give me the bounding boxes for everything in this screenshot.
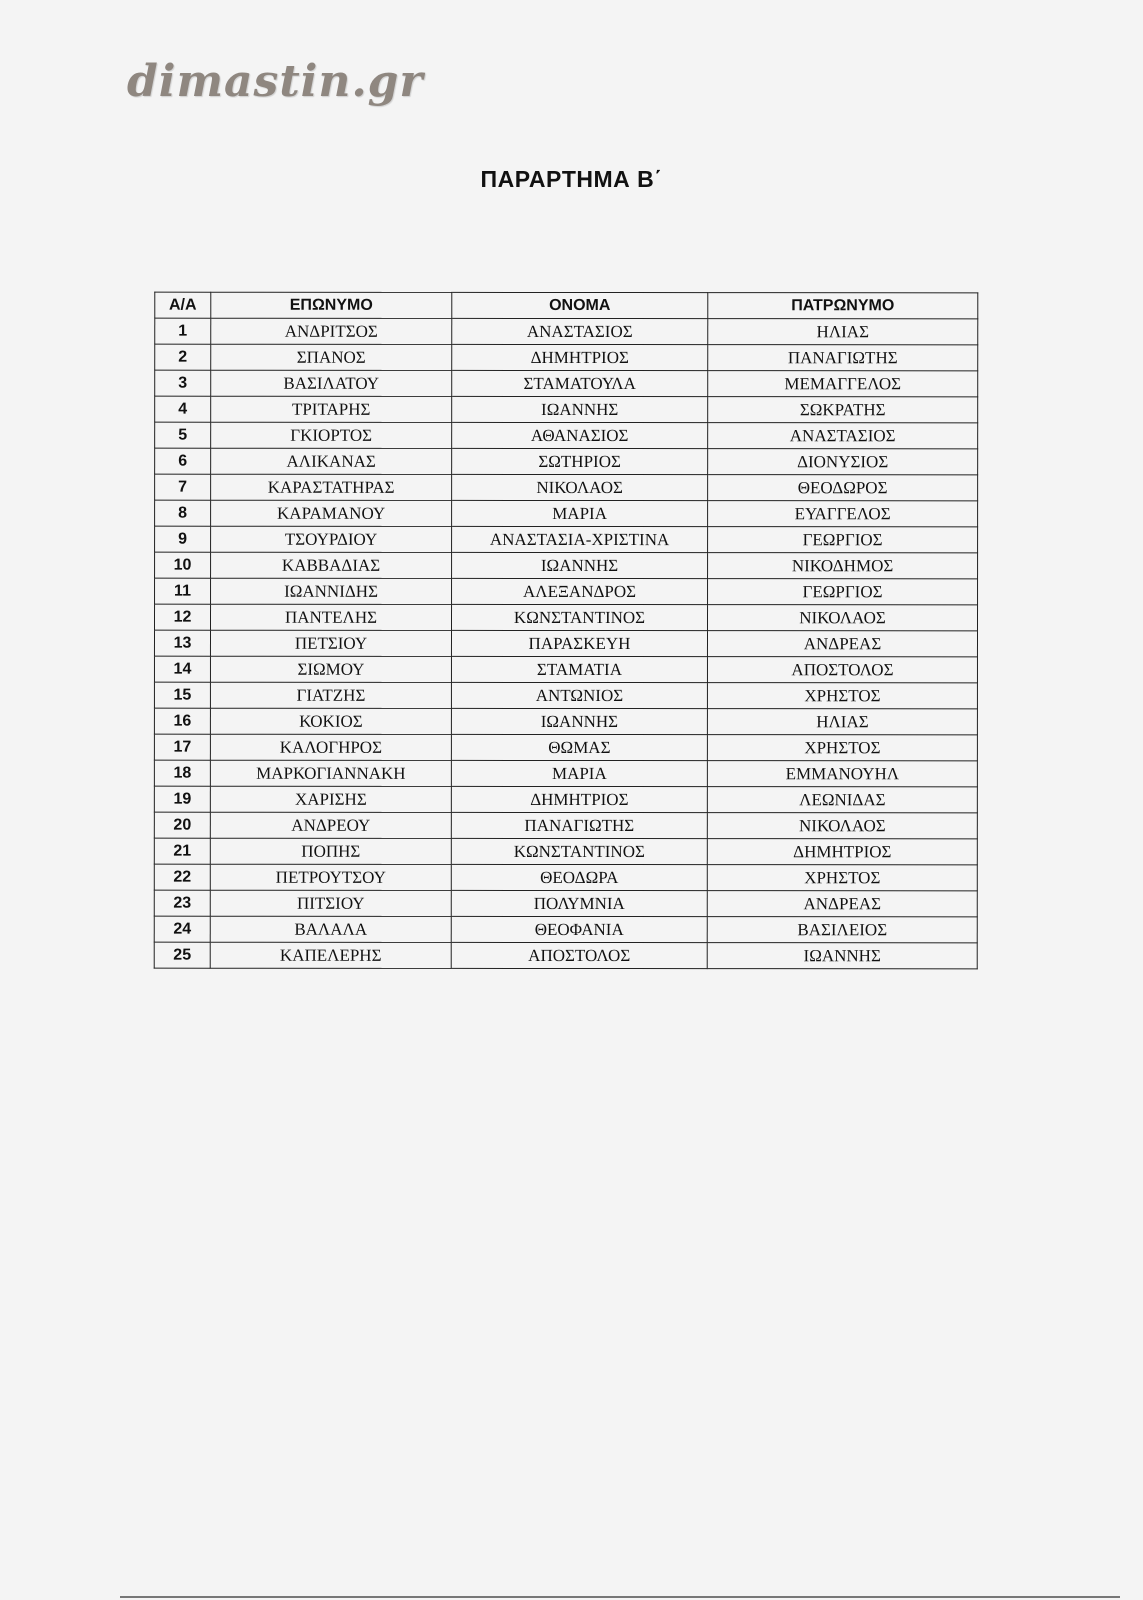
cell-num: 6: [155, 448, 211, 474]
cell-patronymic: ΑΝΔΡΕΑΣ: [707, 631, 977, 657]
table-row: [154, 630, 977, 657]
cell-first-name: ΣΤΑΜΑΤΟΥΛΑ: [452, 370, 708, 396]
cell-num: 22: [154, 864, 210, 890]
cell-surname: ΚΑΡΑΣΤΑΤΗΡΑΣ: [211, 474, 452, 500]
cell-patronymic: ΑΝΑΣΤΑΣΙΟΣ: [708, 423, 978, 449]
cell-first-name: ΣΤΑΜΑΤΙΑ: [451, 656, 707, 682]
table-row: [155, 578, 978, 605]
table-row: [154, 682, 977, 709]
table-row: [155, 474, 978, 501]
table-row: [154, 838, 977, 865]
cell-first-name: ΘΕΟΦΑΝΙΑ: [451, 916, 707, 942]
cell-num: 17: [154, 734, 210, 760]
cell-first-name: ΣΩΤΗΡΙΟΣ: [452, 448, 708, 474]
cell-surname: ΣΠΑΝΟΣ: [211, 344, 452, 370]
cell-surname: ΤΡΙΤΑΡΗΣ: [211, 396, 452, 422]
table-row: [155, 396, 978, 423]
cell-surname: ΜΑΡΚΟΓΙΑΝΝΑΚΗ: [210, 760, 451, 786]
cell-patronymic: ΔΙΟΝΥΣΙΟΣ: [708, 449, 978, 475]
cell-num: 18: [154, 760, 210, 786]
table-body: [154, 318, 978, 969]
table-row: [154, 942, 977, 969]
header-aa: Α/Α: [155, 292, 211, 318]
table-row: [154, 734, 977, 761]
cell-patronymic: ΝΙΚΟΔΗΜΟΣ: [708, 553, 978, 579]
cell-patronymic: ΑΝΔΡΕΑΣ: [707, 891, 977, 917]
cell-first-name: ΜΑΡΙΑ: [451, 760, 707, 786]
table-row: [155, 422, 978, 449]
table-row: [154, 864, 977, 891]
cell-surname: ΠΟΠΗΣ: [210, 838, 451, 864]
cell-patronymic: ΙΩΑΝΝΗΣ: [707, 943, 977, 969]
cell-first-name: ΜΑΡΙΑ: [452, 500, 708, 526]
cell-num: 10: [155, 552, 211, 578]
cell-first-name: ΑΛΕΞΑΝΔΡΟΣ: [452, 578, 708, 604]
names-table: [154, 292, 979, 970]
cell-surname: ΚΑΡΑΜΑΝΟΥ: [211, 500, 452, 526]
cell-first-name: ΑΝΑΣΤΑΣΙΑ-ΧΡΙΣΤΙΝΑ: [452, 526, 708, 552]
table-row: [155, 318, 978, 345]
table-row: [154, 708, 977, 735]
cell-num: 7: [155, 474, 211, 500]
cell-num: 19: [154, 786, 210, 812]
cell-patronymic: ΝΙΚΟΛΑΟΣ: [707, 813, 977, 839]
cell-surname: ΠΑΝΤΕΛΗΣ: [211, 604, 452, 630]
cell-patronymic: ΧΡΗΣΤΟΣ: [707, 683, 977, 709]
cell-first-name: ΘΩΜΑΣ: [451, 734, 707, 760]
cell-num: 25: [154, 942, 210, 968]
header-surname: ΕΠΩΝΥΜΟ: [211, 292, 452, 318]
cell-patronymic: ΒΑΣΙΛΕΙΟΣ: [707, 917, 977, 943]
table-row: [155, 526, 978, 553]
cell-num: 15: [154, 682, 210, 708]
cell-patronymic: ΜΕΜΑΓΓΕΛΟΣ: [708, 371, 978, 397]
cell-num: 23: [154, 890, 210, 916]
cell-patronymic: ΧΡΗΣΤΟΣ: [707, 735, 977, 761]
table-row: [154, 786, 977, 813]
cell-patronymic: ΠΑΝΑΓΙΩΤΗΣ: [708, 345, 978, 371]
table-row: [155, 552, 978, 579]
cell-first-name: ΑΘΑΝΑΣΙΟΣ: [452, 422, 708, 448]
table-row: [154, 916, 977, 943]
cell-surname: ΧΑΡΙΣΗΣ: [210, 786, 451, 812]
table-row: [155, 370, 978, 397]
cell-surname: ΚΑΒΒΑΔΙΑΣ: [211, 552, 452, 578]
table-row: [154, 812, 977, 839]
cell-first-name: ΠΟΛΥΜΝΙΑ: [451, 890, 707, 916]
cell-surname: ΙΩΑΝΝΙΔΗΣ: [211, 578, 452, 604]
cell-num: 20: [154, 812, 210, 838]
cell-surname: ΚΟΚΙΟΣ: [210, 708, 451, 734]
cell-patronymic: ΕΜΜΑΝΟΥΗΛ: [707, 761, 977, 787]
table-row: [154, 890, 977, 917]
cell-first-name: ΠΑΝΑΓΙΩΤΗΣ: [451, 812, 707, 838]
cell-first-name: ΙΩΑΝΝΗΣ: [452, 396, 708, 422]
cell-num: 14: [154, 656, 210, 682]
cell-surname: ΚΑΠΕΛΕΡΗΣ: [210, 942, 451, 968]
table-row: [155, 500, 978, 527]
cell-surname: ΚΑΛΟΓΗΡΟΣ: [210, 734, 451, 760]
cell-num: 4: [155, 396, 211, 422]
cell-num: 12: [155, 604, 211, 630]
cell-surname: ΑΝΔΡΙΤΣΟΣ: [211, 318, 452, 344]
header-patronymic: ΠΑΤΡΩΝΥΜΟ: [708, 293, 978, 319]
cell-first-name: ΙΩΑΝΝΗΣ: [451, 708, 707, 734]
cell-patronymic: ΝΙΚΟΛΑΟΣ: [707, 605, 977, 631]
header-name: ΟΝΟΜΑ: [452, 292, 708, 318]
cell-first-name: ΑΝΑΣΤΑΣΙΟΣ: [452, 318, 708, 344]
cell-num: 8: [155, 500, 211, 526]
cell-surname: ΤΣΟΥΡΔΙΟΥ: [211, 526, 452, 552]
cell-num: 2: [155, 344, 211, 370]
cell-num: 13: [154, 630, 210, 656]
cell-patronymic: ΘΕΟΔΩΡΟΣ: [708, 475, 978, 501]
cell-patronymic: ΓΕΩΡΓΙΟΣ: [708, 579, 978, 605]
watermark-logo: dimastin.gr: [127, 56, 424, 107]
cell-num: 3: [155, 370, 211, 396]
cell-first-name: ΚΩΝΣΤΑΝΤΙΝΟΣ: [452, 604, 708, 630]
cell-num: 5: [155, 422, 211, 448]
cell-num: 11: [155, 578, 211, 604]
cell-surname: ΠΕΤΡΟΥΤΣΟΥ: [210, 864, 451, 890]
cell-first-name: ΔΗΜΗΤΡΙΟΣ: [452, 344, 708, 370]
cell-num: 24: [154, 916, 210, 942]
cell-patronymic: ΧΡΗΣΤΟΣ: [707, 865, 977, 891]
cell-surname: ΑΛΙΚΑΝΑΣ: [211, 448, 452, 474]
cell-surname: ΓΙΑΤΖΗΣ: [210, 682, 451, 708]
cell-surname: ΣΙΩΜΟΥ: [210, 656, 451, 682]
table-row: [155, 448, 978, 475]
cell-surname: ΠΙΤΣΙΟΥ: [210, 890, 451, 916]
cell-first-name: ΚΩΝΣΤΑΝΤΙΝΟΣ: [451, 838, 707, 864]
cell-patronymic: ΔΗΜΗΤΡΙΟΣ: [707, 839, 977, 865]
cell-patronymic: ΑΠΟΣΤΟΛΟΣ: [707, 657, 977, 683]
page-title-text: ΠΑΡΑΡΤΗΜΑ Β΄: [480, 166, 663, 192]
cell-patronymic: ΗΛΙΑΣ: [707, 709, 977, 735]
page-bottom-edge: [120, 1596, 1120, 1598]
cell-patronymic: ΛΕΩΝΙΔΑΣ: [707, 787, 977, 813]
cell-patronymic: ΗΛΙΑΣ: [708, 319, 978, 345]
cell-num: 16: [154, 708, 210, 734]
cell-first-name: ΠΑΡΑΣΚΕΥΗ: [451, 630, 707, 656]
cell-surname: ΓΚΙΟΡΤΟΣ: [211, 422, 452, 448]
cell-surname: ΒΑΛΑΛΑ: [210, 916, 451, 942]
table-row: [154, 656, 977, 683]
table-header: [155, 292, 978, 319]
table-row: [154, 760, 977, 787]
cell-patronymic: ΓΕΩΡΓΙΟΣ: [708, 527, 978, 553]
header-row: [155, 292, 978, 319]
cell-first-name: ΘΕΟΔΩΡΑ: [451, 864, 707, 890]
cell-num: 9: [155, 526, 211, 552]
cell-num: 21: [154, 838, 210, 864]
cell-first-name: ΝΙΚΟΛΑΟΣ: [452, 474, 708, 500]
page-title: [0, 166, 1143, 193]
cell-patronymic: ΕΥΑΓΓΕΛΟΣ: [708, 501, 978, 527]
cell-surname: ΒΑΣΙΛΑΤΟΥ: [211, 370, 452, 396]
cell-first-name: ΔΗΜΗΤΡΙΟΣ: [451, 786, 707, 812]
cell-surname: ΑΝΔΡΕΟΥ: [210, 812, 451, 838]
cell-first-name: ΑΠΟΣΤΟΛΟΣ: [451, 942, 707, 968]
table-row: [155, 344, 978, 371]
cell-first-name: ΑΝΤΩΝΙΟΣ: [451, 682, 707, 708]
cell-surname: ΠΕΤΣΙΟΥ: [210, 630, 451, 656]
cell-patronymic: ΣΩΚΡΑΤΗΣ: [708, 397, 978, 423]
cell-first-name: ΙΩΑΝΝΗΣ: [452, 552, 708, 578]
table-row: [155, 604, 978, 631]
cell-num: 1: [155, 318, 211, 344]
